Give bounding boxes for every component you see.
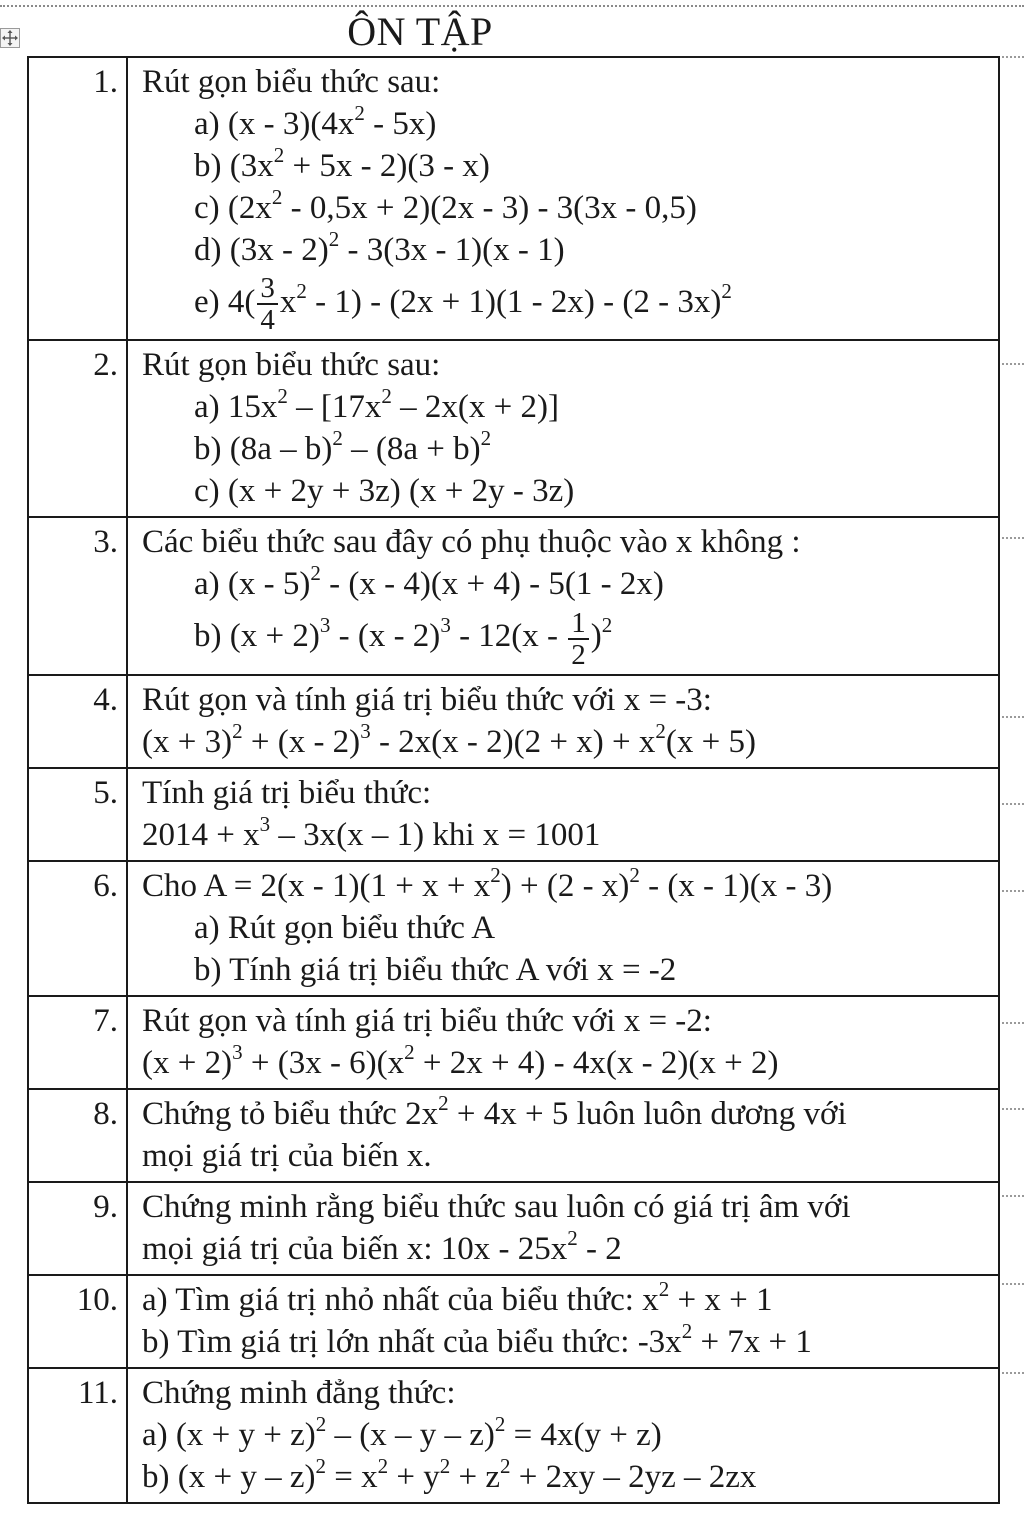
subpart-label: e)	[194, 284, 220, 320]
subpart-label: a)	[194, 566, 220, 603]
exercise-line: mọi giá trị của biến x: $10x - 25x^2 - 2$	[142, 1225, 622, 1267]
table-row	[28, 1275, 999, 1368]
expression: (x + 2y + 3z) (x + 2y - 3z)	[227, 473, 575, 510]
expression: $(x - 3)(4x^2 - 5x)$	[227, 101, 437, 142]
exercise-content	[127, 1182, 999, 1275]
table-edge-marker	[1002, 1283, 1024, 1285]
table-row	[28, 675, 999, 768]
table-edge-marker	[1002, 537, 1024, 539]
table-row	[28, 57, 999, 340]
exercise-subpart	[142, 271, 988, 335]
expression-part: )$^2$	[590, 613, 613, 655]
subpart-label: b)	[194, 618, 222, 655]
exercise-line: b) Tìm giá trị lớn nhất của biểu thức: $-3x^2 + 7x + 1$	[142, 1318, 812, 1360]
exercise-line: b) $(x + y - z)^2 = x^2 + y^2 + z^2 + 2xy - 2yz - 2zx$	[142, 1453, 757, 1495]
expression-part: $(x + 2)^3 - (x - 2)^3 - 12(x$ -	[229, 613, 567, 655]
exercise-number: 2.	[28, 340, 127, 517]
table-edge-marker	[1002, 56, 1024, 58]
expression: (x - 5)$^2$ - (x - 4)(x + 4) - 5(1 - 2x)	[227, 561, 664, 603]
subpart-label: a)	[194, 389, 220, 426]
exercise-line: Rút gọn và tính giá trị biểu thức với x = -2:	[142, 1002, 712, 1039]
expression: $(8a - b)^2 - (8a + b)^2$	[229, 426, 492, 468]
exercise-line: Tính giá trị biểu thức:	[142, 774, 432, 811]
exercise-table	[27, 56, 1000, 1504]
page-top-dotted-border	[0, 5, 1024, 7]
exercise-line: Chứng tỏ biểu thức $2x^2 + 4x + 5$ luôn luôn dương với	[142, 1090, 847, 1132]
exercise-subpart	[142, 145, 988, 187]
exercise-subpart	[142, 229, 988, 271]
table-row	[28, 1368, 999, 1503]
table-row	[28, 996, 999, 1089]
exercise-subpart	[142, 470, 988, 512]
exercise-line: $(x + 3)^2 + (x - 2)^3 - 2x(x - 2)(2 + x) + x^2(x + 5)$	[142, 718, 756, 760]
table-edge-marker	[1002, 1195, 1024, 1197]
exercise-line: Chứng minh rằng biểu thức sau luôn có giá trị âm với	[142, 1188, 851, 1225]
subpart-label: a)	[194, 106, 220, 142]
exercise-prompt: Các biểu thức sau đây có phụ thuộc vào x không :	[142, 524, 801, 561]
subpart-label: c)	[194, 190, 220, 226]
exercise-number: 5.	[28, 768, 127, 861]
table-row	[28, 1182, 999, 1275]
exercise-prompt: Rút gọn biểu thức sau:	[142, 64, 441, 100]
exercise-content	[127, 675, 999, 768]
exercise-content	[127, 1368, 999, 1503]
fraction	[257, 273, 278, 335]
exercise-number: 8.	[28, 1089, 127, 1182]
exercise-content	[127, 517, 999, 674]
exercise-number: 1.	[28, 57, 127, 340]
subpart-label: b)	[194, 951, 222, 988]
exercise-subpart	[142, 563, 988, 605]
subpart-label: d)	[194, 232, 222, 268]
subpart-label: c)	[194, 473, 220, 510]
table-edge-marker	[1002, 803, 1024, 805]
table-edge-marker	[1002, 1022, 1024, 1024]
expression: $(3x^2 + 5x - 2)(3 - x)$	[229, 143, 490, 184]
exercise-subpart	[142, 103, 988, 145]
expression-part: 4(	[227, 284, 256, 320]
table-row	[28, 768, 999, 861]
exercise-number: 11.	[28, 1368, 127, 1503]
exercise-line: a) Tìm giá trị nhỏ nhất của biểu thức: $x^2 + x + 1$	[142, 1276, 773, 1318]
fraction-denominator: 2	[568, 638, 589, 670]
subpart-label: b)	[194, 431, 222, 468]
exercise-number: 3.	[28, 517, 127, 674]
exercise-subpart	[142, 949, 988, 991]
exercise-subpart	[142, 907, 988, 949]
table-edge-marker	[1002, 1372, 1024, 1374]
exercise-number: 7.	[28, 996, 127, 1089]
exercise-line: mọi giá trị của biến x.	[142, 1137, 432, 1174]
exercise-subpart	[142, 386, 988, 428]
subpart-label: b)	[194, 148, 222, 184]
exercise-number: 9.	[28, 1182, 127, 1275]
exercise-number: 10.	[28, 1275, 127, 1368]
exercise-line: $(x + 2)^3 + (3x - 6)(x^2 + 2x + 4) - 4x(x - 2)(x + 2)$	[142, 1039, 779, 1081]
table-edge-marker	[1002, 363, 1024, 365]
exercise-content	[127, 996, 999, 1089]
table-row	[28, 1089, 999, 1182]
table-row	[28, 340, 999, 517]
table-edge-marker	[1002, 716, 1024, 718]
exercise-content	[127, 57, 999, 340]
exercise-prompt: Rút gọn biểu thức sau:	[142, 347, 441, 384]
subpart-label: a)	[194, 909, 220, 946]
exercise-line: Chứng minh đẳng thức:	[142, 1374, 456, 1411]
exercise-content	[127, 768, 999, 861]
expression: Tính giá trị biểu thức A với x = -2	[229, 951, 677, 988]
table-edge-marker	[1002, 1108, 1024, 1110]
exercise-content	[127, 1275, 999, 1368]
exercise-prompt: Cho $A = 2(x - 1)(1 + x + x^2) + (2 - x)^2 - (x - 1)(x - 3)$	[142, 862, 833, 904]
fraction-numerator: 3	[260, 272, 275, 305]
exercise-content	[127, 861, 999, 996]
exercise-subpart	[142, 187, 988, 229]
exercise-line: a) $(x + y + z)^2 - (x - y - z)^2 = 4x(y + z)$	[142, 1411, 662, 1453]
exercise-number: 4.	[28, 675, 127, 768]
expression-part: $x^2 - 1) - (2x + 1)(1 - 2x) - (2 - 3x)^2$	[279, 279, 732, 320]
expression: $(2x^2 - 0,5x + 2)(2x - 3) - 3(3x - 0,5)$	[227, 185, 697, 226]
expression: $15x^2 - [17x^2 - 2x(x + 2)]$	[227, 384, 559, 426]
exercise-line: $2014 + x^3 - 3x(x - 1)$ khi x = 1001	[142, 811, 601, 853]
fraction-numerator: 1	[571, 606, 586, 639]
exercise-subpart	[142, 428, 988, 470]
exercise-subpart	[142, 605, 988, 669]
table-row	[28, 517, 999, 674]
fraction-denominator: 4	[257, 303, 278, 335]
exercise-content	[127, 340, 999, 517]
expression: Rút gọn biểu thức A	[227, 909, 496, 946]
table-row	[28, 861, 999, 996]
exercise-content	[127, 1089, 999, 1182]
exercise-line: Rút gọn và tính giá trị biểu thức với x = -3:	[142, 681, 712, 718]
table-edge-marker	[1002, 890, 1024, 892]
page-title: ÔN TẬP	[347, 9, 493, 54]
fraction	[568, 608, 589, 670]
exercise-number: 6.	[28, 861, 127, 996]
expression: (3x - 2)$^2$ - 3(3x - 1)(x - 1)	[229, 227, 565, 268]
